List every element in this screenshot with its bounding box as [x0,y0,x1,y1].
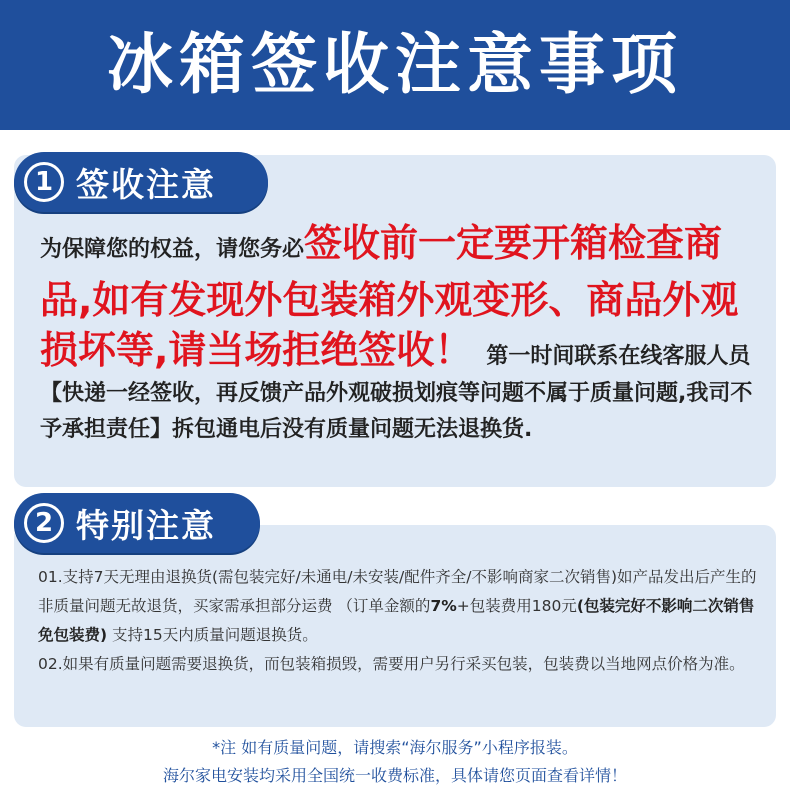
footer-line2: 海尔家电安装均采用全国统一收费标准，具体请您页面查看详情！ [162,766,627,785]
section2-item1-pct: 7% [430,597,457,615]
section2-item1-b: +包装费用180元 [456,597,577,615]
section1-note: 【快递一经签收，再反馈产品外观破损划痕等问题不属于质量问题,我司不予承担责任】拆包通电后没有质量问题无法退换货. [40,381,753,442]
section1-intro: 为保障您的权益，请您务必 [40,237,305,262]
section2-item1-a: 01.支持7天无理由退换货(需包装完好/未通电/未安装/配件齐全/不影响商家二次销售)如产品发出后产生的非质量问题无故退货，买家需承担部分运费 （订单金额的 [38,568,757,615]
footer-notes [0,734,790,790]
header-banner [0,0,790,130]
section1-number-badge: 1 [24,162,64,202]
section2-item1-c: 支持15天内质量问题退换货。 [112,626,318,644]
section2-text [38,563,768,679]
section2-heading [14,493,260,553]
section2-title: 特别注意 [76,505,216,545]
section1-contact: 第一时间联系在线客服人员 [486,344,751,369]
section1-title: 签收注意 [76,164,216,204]
section1-main-text [40,218,770,382]
section1-heading [14,152,268,212]
section1-warning: 签收前一定要开箱检查商品,如有发现外包装箱外观变形、商品外观损坏等,请当场拒绝签收！ [40,221,739,372]
page-title: 冰箱签收注意事项 [107,26,683,103]
section2-item1-bold: (包装完好不影响二次销售免包装费) [38,597,755,644]
section2-item2: 02.如果有质量问题需要退换货，而包装箱损毁，需要用户另行采买包装，包装费以当地网点价格为准。 [38,655,745,673]
footer-line1: *注 如有质量问题，请搜索“海尔服务”小程序报装。 [212,738,578,757]
section2-number-badge: 2 [24,503,64,543]
